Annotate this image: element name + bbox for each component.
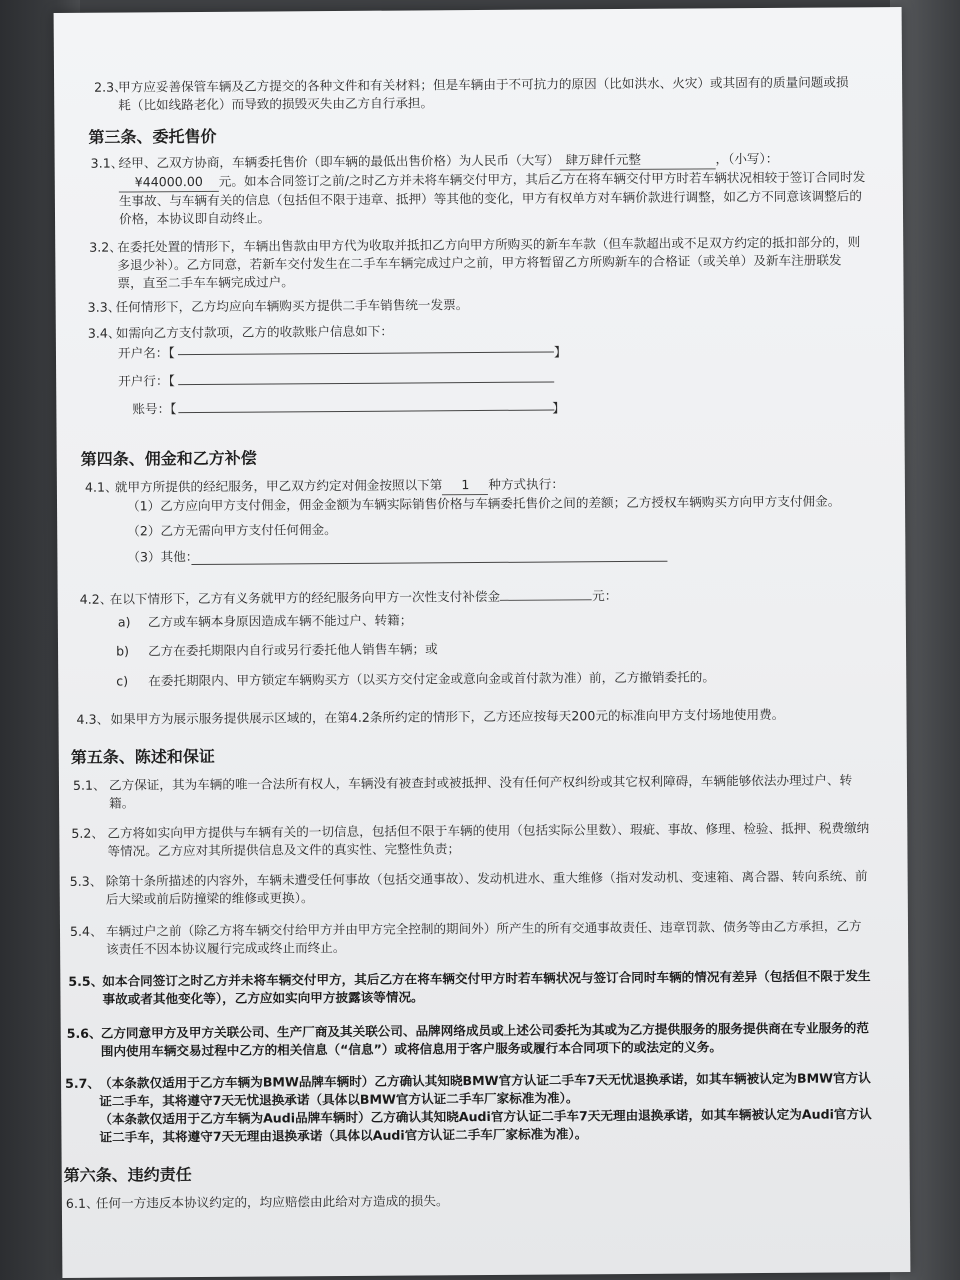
commission-option-3: （3）其他： bbox=[127, 548, 199, 565]
clause-number: 5.5、 bbox=[68, 973, 104, 989]
account-number-line bbox=[178, 409, 554, 413]
clause-text: 甲方应妥善保管车辆及乙方提交的各种文件和有关材料；但是车辆由于不可抗力的原因（比如洪水、火灾）或其固有的质量问题或损耗（比如线路老化）而导致的损毁灭失由乙方自行承担。 bbox=[118, 74, 849, 113]
clause-number: 3.1、 bbox=[90, 155, 124, 171]
clause-5-6 bbox=[67, 1019, 877, 1061]
clause-6-1 bbox=[66, 1189, 866, 1213]
condition-c-text: 在委托期限内、甲方锁定车辆购买方（以买方交付定金或意向金或首付款为准）前，乙方撤销委托的。 bbox=[148, 669, 716, 689]
amount-words-field: 肆万肆仟元整 bbox=[559, 150, 715, 170]
clause-3-4 bbox=[88, 319, 863, 342]
clause-text-pre: 在以下情形下，乙方有义务就甲方的经纪服务向甲方一次性支付补偿金 bbox=[109, 588, 501, 607]
clause-text-pre: 就甲方所提供的经纪服务，甲乙双方约定对佣金按照以下第 bbox=[114, 477, 443, 495]
clause-number: 5.7、 bbox=[65, 1075, 101, 1091]
clause-number: 4.2、 bbox=[79, 591, 113, 607]
clause-number: 4.3、 bbox=[76, 711, 110, 727]
clause-number: 3.3、 bbox=[87, 299, 121, 315]
clause-4-2 bbox=[80, 585, 870, 609]
compensation-amount-field bbox=[500, 599, 592, 601]
condition-c bbox=[116, 667, 876, 690]
clause-text-post: 元。如本合同签订之前/之时乙方并未将车辆交付甲方，其后乙方在将车辆交付甲方时若车辆状况相较于签订合同时发生事故、与车辆有关的信息（包括但不限于违章、抵押）等其他的变化，甲方有权单方对车辆价款进行调整，如乙方不同意该调整后的价格，本协议即自动终止。 bbox=[118, 169, 866, 227]
clause-text: 如果甲方为展示服务提供展示区域的，在第4.2条所约定的情形下，乙方还应按每天200元的标准向甲方支付场地使用费。 bbox=[110, 706, 785, 727]
condition-b-label: b) bbox=[115, 643, 130, 659]
clause-4-3 bbox=[76, 705, 866, 729]
clause-number: 5.1、 bbox=[72, 777, 106, 793]
account-name-line bbox=[178, 351, 554, 355]
account-name-label: 开户名：【 bbox=[117, 345, 175, 361]
condition-a bbox=[118, 609, 818, 632]
clause-text-mid: ，（小写）： bbox=[715, 150, 779, 167]
account-number-label: 账号：【 bbox=[132, 401, 177, 417]
condition-b-text: 乙方在委托期限内自行或另行委托他人销售车辆；或 bbox=[147, 641, 438, 659]
bank-label: 开户行：【 bbox=[118, 373, 175, 389]
clause-text: 任何一方违反本协议约定的，均应赔偿由此给对方造成的损失。 bbox=[95, 1193, 449, 1211]
commission-option-field: 1 bbox=[442, 476, 488, 495]
commission-option-1: （1）乙方应向甲方支付佣金，佣金金额为车辆实际销售价格与车辆委托售价之间的差额；乙方授权车辆购买方向甲方支付佣金。 bbox=[126, 493, 841, 514]
amount-digits-field: ¥44000.00 bbox=[119, 173, 219, 193]
clause-text: 乙方将如实向甲方提供与车辆有关的一切信息，包括但不限于车辆的使用（包括实际公里数）、瑕疵、事故、修理、检验、抵押、税费缴纳等情况。乙方应对其所提供信息及文件的真实性、完整性负责； bbox=[107, 820, 870, 859]
clause-number: 3.4、 bbox=[87, 325, 121, 341]
condition-a-label: a) bbox=[117, 614, 131, 630]
clause-2-3 bbox=[94, 73, 854, 114]
clause-text: 车辆过户之前（除乙方将车辆交付给甲方并由甲方完全控制的期间外）所产生的所有交通事故责任、违章罚款、债务等由乙方承担，乙方该责任不因本协议履行完成或终止而终止。 bbox=[105, 918, 862, 957]
clause-5-2 bbox=[71, 819, 871, 861]
clause-text-pre: 经甲、乙双方协商，车辆委托售价（即车辆的最低出售价格）为人民币（大写） bbox=[118, 152, 560, 171]
clause-3-1 bbox=[91, 149, 866, 228]
clause-text-post: 元： bbox=[592, 588, 618, 604]
clause-text: 在委托处置的情形下，车辆出售款由甲方代为收取并抵扣乙方向甲方所购买的新车车款（但车款超出或不足双方约定的抵扣部分的，则多退少补）。乙方同意，若新车交付发生在二手车车辆完成过户之前，甲方将暂留乙方所购新车的合格证（或关单）及新车注册联发票，直至二手车车辆完成过户。 bbox=[117, 234, 861, 291]
clause-5-7 bbox=[65, 1069, 877, 1147]
clause-text: 乙方同意甲方及甲方关联公司、生产厂商及其关联公司、品牌网络成员或上述公司委托为其或为乙方提供服务的服务提供商在专业服务的范围内使用车辆交易过程中乙方的相关信息（“信息”）或将信息用于客户服务或履行本合同项下的或法定的义务。 bbox=[100, 1020, 869, 1059]
section-heading-3: 第三条、委托售价 bbox=[88, 126, 217, 147]
clause-number: 5.6、 bbox=[66, 1025, 102, 1041]
clause-number: 5.2、 bbox=[71, 825, 104, 841]
clause-text: 如本合同签订之时乙方并未将车辆交付甲方，其后乙方在将车辆交付甲方时若车辆状况与签订合同时车辆的情况有差异（包括但不限于发生事故或者其他变化等），乙方应如实向甲方披露该等情况。 bbox=[102, 968, 871, 1007]
clause-text: 任何情形下，乙方均应向车辆购买方提供二手车销售统一发票。 bbox=[115, 297, 469, 315]
clause-3-2 bbox=[89, 233, 864, 292]
condition-c-label: c) bbox=[116, 673, 129, 689]
clause-5-4 bbox=[70, 917, 870, 959]
bank-line bbox=[178, 381, 554, 385]
condition-a-text: 乙方或车辆本身原因造成车辆不能过户、转籍； bbox=[147, 612, 413, 630]
clause-5-1 bbox=[73, 771, 873, 813]
clause-text-audi: （本条款仅适用于乙方车辆为Audi品牌车辆时）乙方确认其知晓Audi官方认证二手车7天无理由退换承诺，如其车辆被认定为Audi官方认证二手车，其将遵守7天无理由退换承诺（具体以Audi官方认证二手车厂家标准为准）。 bbox=[99, 1106, 872, 1145]
clause-number: 3.2、 bbox=[89, 239, 122, 255]
section-heading-6: 第六条、违约责任 bbox=[63, 1165, 192, 1185]
clause-5-5 bbox=[68, 967, 876, 1009]
contract-page bbox=[54, 7, 911, 1278]
clause-5-3 bbox=[70, 867, 870, 909]
account-number-close: 】 bbox=[552, 400, 566, 416]
clause-text-bmw: （本条款仅适用于乙方车辆为BMW品牌车辆时）乙方确认其知晓BMW官方认证二手车7天无忧退换承诺，如其车辆被认定为BMW官方认证二手车，其将遵守7天无忧退换承诺（具体以BMW官方认证二手车厂家标准为准）。 bbox=[99, 1070, 871, 1109]
condition-b bbox=[116, 638, 816, 661]
section-heading-4: 第四条、佣金和乙方补偿 bbox=[80, 448, 257, 469]
clause-text: 除第十条所描述的内容外，车辆未遭受任何事故（包括交通事故）、发动机进水、重大维修（指对发动机、变速箱、离合器、转向系统、前后大梁或前后防撞梁的维修或更换）。 bbox=[105, 868, 868, 907]
other-option-line bbox=[191, 561, 667, 565]
clause-number: 4.1、 bbox=[84, 479, 118, 495]
clause-3-3 bbox=[88, 293, 863, 316]
clause-number: 6.1、 bbox=[65, 1195, 99, 1211]
commission-option-2: （2）乙方无需向甲方支付任何佣金。 bbox=[127, 522, 337, 539]
clause-number: 5.4、 bbox=[69, 923, 103, 939]
clause-text: 如需向乙方支付款项，乙方的收款账户信息如下： bbox=[115, 323, 393, 341]
section-heading-5: 第五条、陈述和保证 bbox=[70, 746, 215, 767]
account-name-close: 】 bbox=[553, 344, 567, 360]
clause-text: 乙方保证，其为车辆的唯一合法所有权人，车辆没有被查封或被抵押、没有任何产权纠纷或其它权利障碍，车辆能够依法办理过户、转籍。 bbox=[108, 772, 853, 811]
clause-number: 5.3、 bbox=[69, 873, 103, 889]
clause-number: 2.3、 bbox=[94, 79, 127, 95]
clause-text-post: 种方式执行： bbox=[488, 476, 564, 492]
